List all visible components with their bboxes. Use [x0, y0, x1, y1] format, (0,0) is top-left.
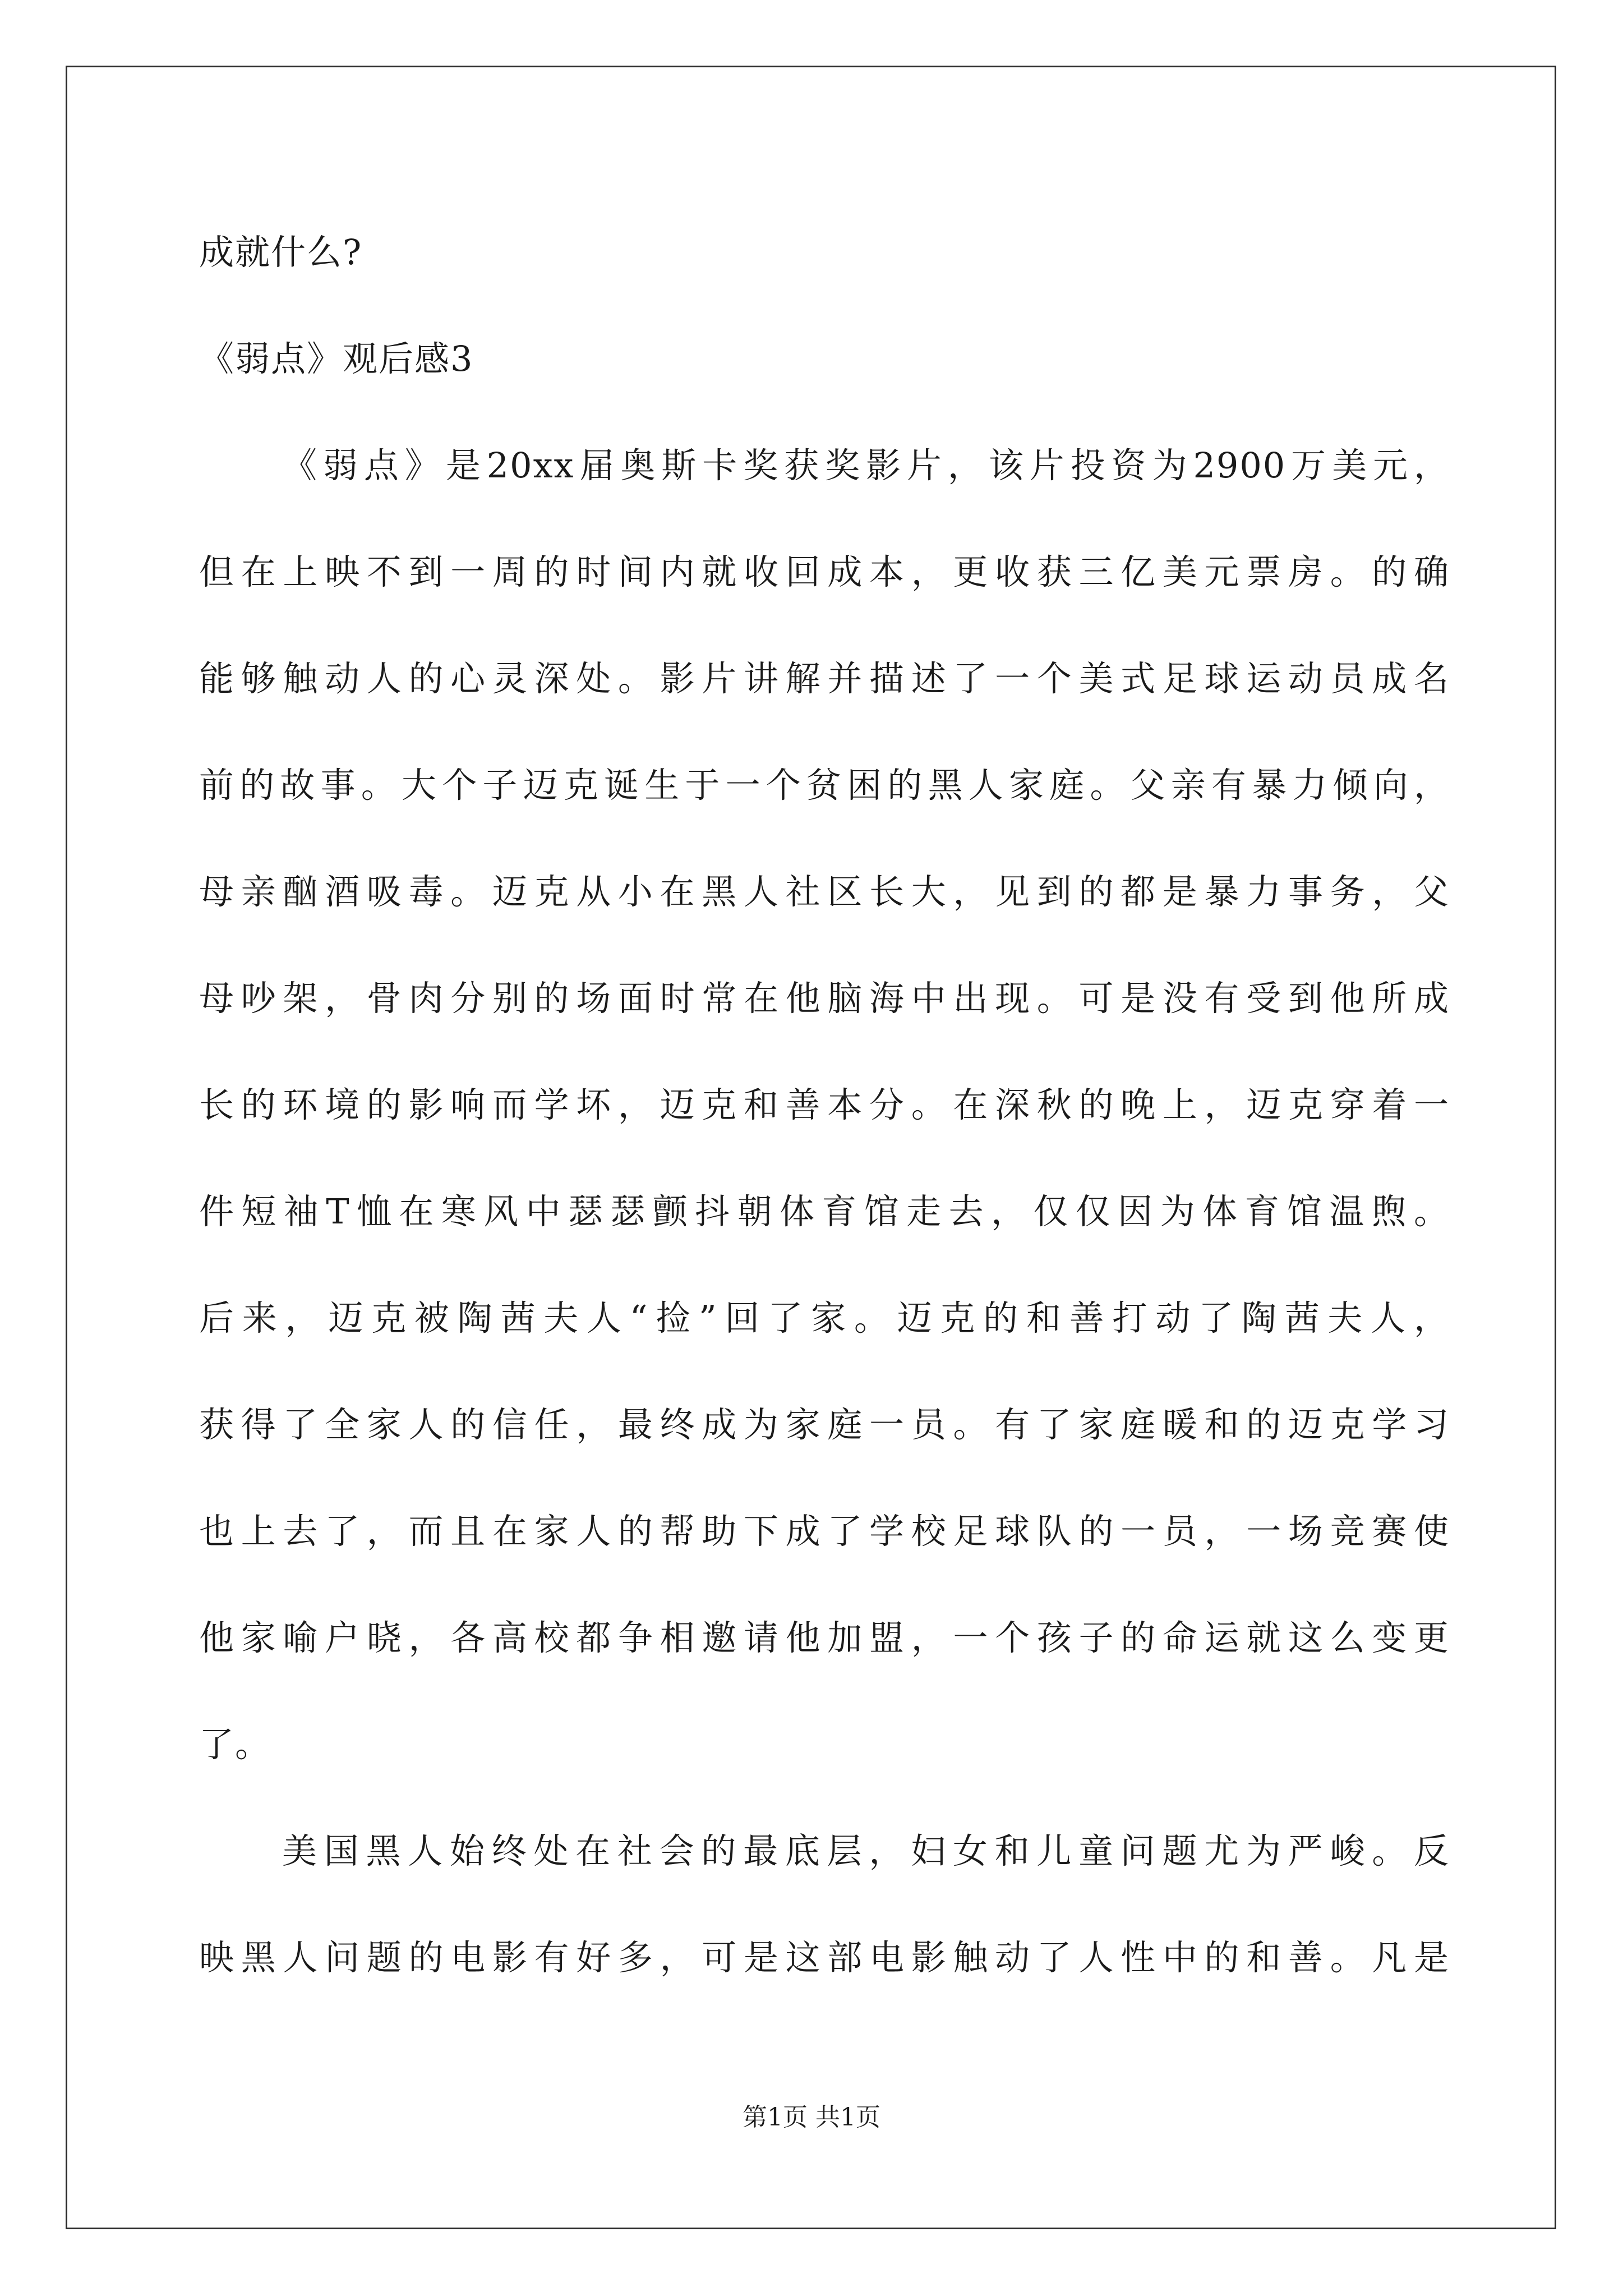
- document-body: [199, 199, 1450, 2011]
- paragraph-line: 母亲酗酒吸毒。迈克从小在黑人社区长大，见到的都是暴力事务，父: [199, 871, 1450, 912]
- paragraph-line: 但在上映不到一周的时间内就收回成本，更收获三亿美元票房。的确: [199, 551, 1450, 592]
- essay-title: 《弱点》观后感3: [199, 338, 474, 379]
- paragraph-line: 也上去了，而且在家人的帮助下成了学校足球队的一员，一场竞赛使: [199, 1511, 1450, 1552]
- paragraph-line: 长的环境的影响而学坏，迈克和善本分。在深秋的晚上，迈克穿着一: [199, 1084, 1450, 1125]
- page-number-footer: 第1页 共1页: [743, 2103, 880, 2132]
- paragraph-line: 后来，迈克被陶茜夫人“捡”回了家。迈克的和善打动了陶茜夫人，: [199, 1297, 1450, 1338]
- paragraph-line: 母吵架，骨肉分别的场面时常在他脑海中出现。可是没有受到他所成: [199, 978, 1450, 1019]
- paragraph-line: 《弱点》是20xx届奥斯卡奖获奖影片，该片投资为2900万美元，: [282, 445, 1450, 486]
- paragraph-line: 前的故事。大个子迈克诞生于一个贫困的黑人家庭。父亲有暴力倾向，: [199, 765, 1450, 806]
- text-line: 成就什么?: [199, 232, 363, 273]
- paragraph-line: 了。: [199, 1724, 271, 1765]
- paragraph-line: 美国黑人始终处在社会的最底层，妇女和儿童问题尤为严峻。反: [282, 1830, 1450, 1871]
- paragraph-line: 能够触动人的心灵深处。影片讲解并描述了一个美式足球运动员成名: [199, 658, 1450, 699]
- paragraph-line: 映黑人问题的电影有好多，可是这部电影触动了人性中的和善。凡是: [199, 1937, 1450, 1978]
- paragraph-line: 他家喻户晓，各高校都争相邀请他加盟，一个孩子的命运就这么变更: [199, 1617, 1450, 1658]
- paragraph-line: 件短袖T恤在寒风中瑟瑟颤抖朝体育馆走去，仅仅因为体育馆温煦。: [199, 1191, 1450, 1232]
- paragraph-line: 获得了全家人的信任，最终成为家庭一员。有了家庭暖和的迈克学习: [199, 1404, 1450, 1445]
